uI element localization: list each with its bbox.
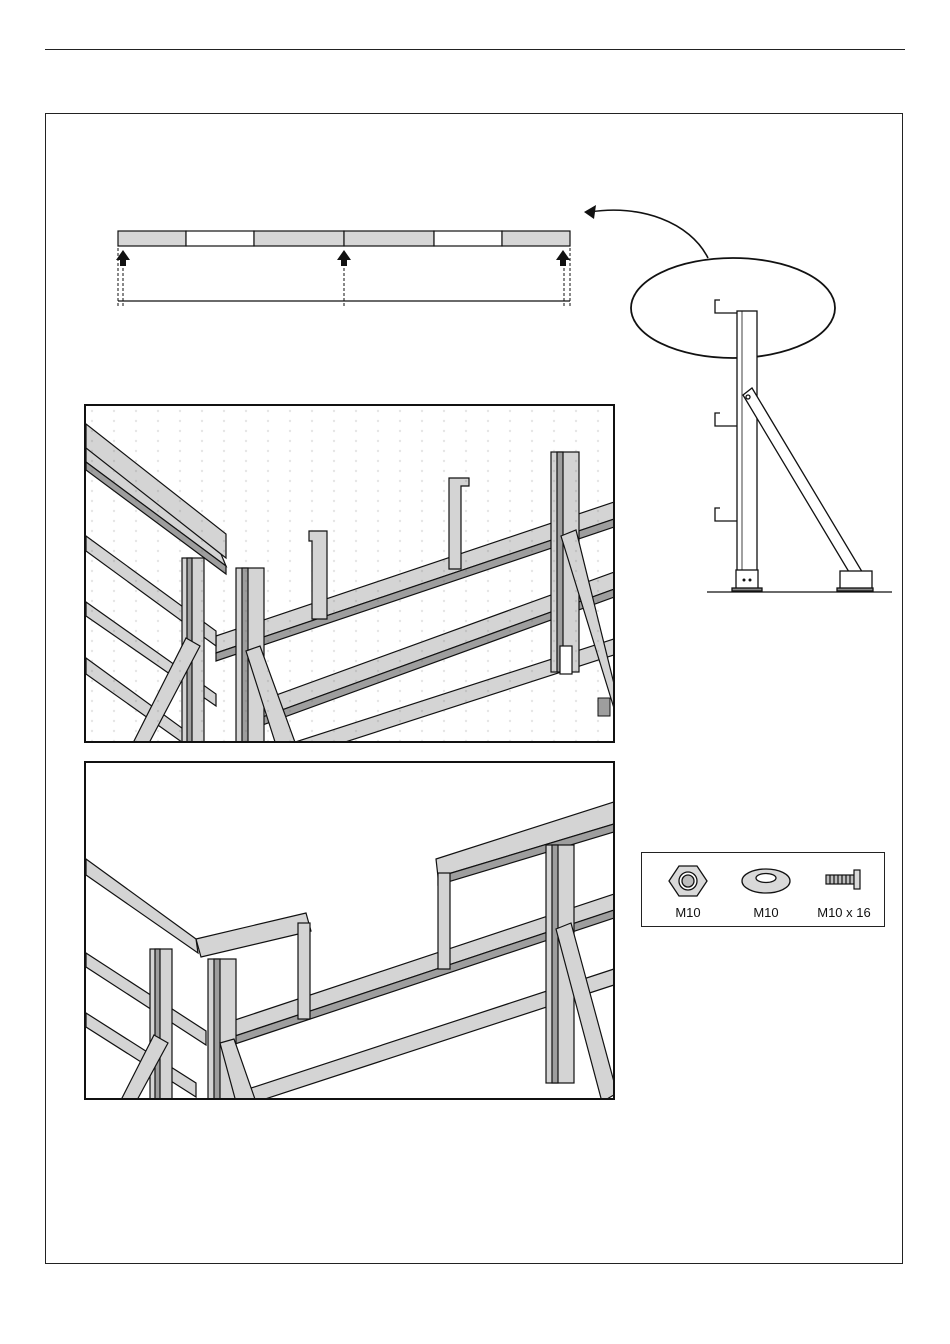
bolt-icon	[826, 870, 860, 889]
brace-foot	[840, 571, 872, 590]
bolt-label: M10 x 16	[817, 905, 871, 920]
assembly-view-step-2	[84, 761, 615, 1100]
washer-icon	[742, 869, 790, 893]
diagonal-brace	[743, 388, 864, 582]
hex-nut-label: M10	[675, 905, 701, 920]
vertical-post	[737, 311, 757, 579]
hardware-box	[641, 852, 885, 927]
base-plate	[736, 570, 758, 590]
hex-nut-icon	[669, 866, 707, 896]
bracket	[715, 508, 737, 521]
washer-label: M10	[753, 905, 779, 920]
assembly-view-step-1	[84, 404, 615, 743]
bracket	[715, 413, 737, 426]
bracket	[715, 300, 737, 313]
